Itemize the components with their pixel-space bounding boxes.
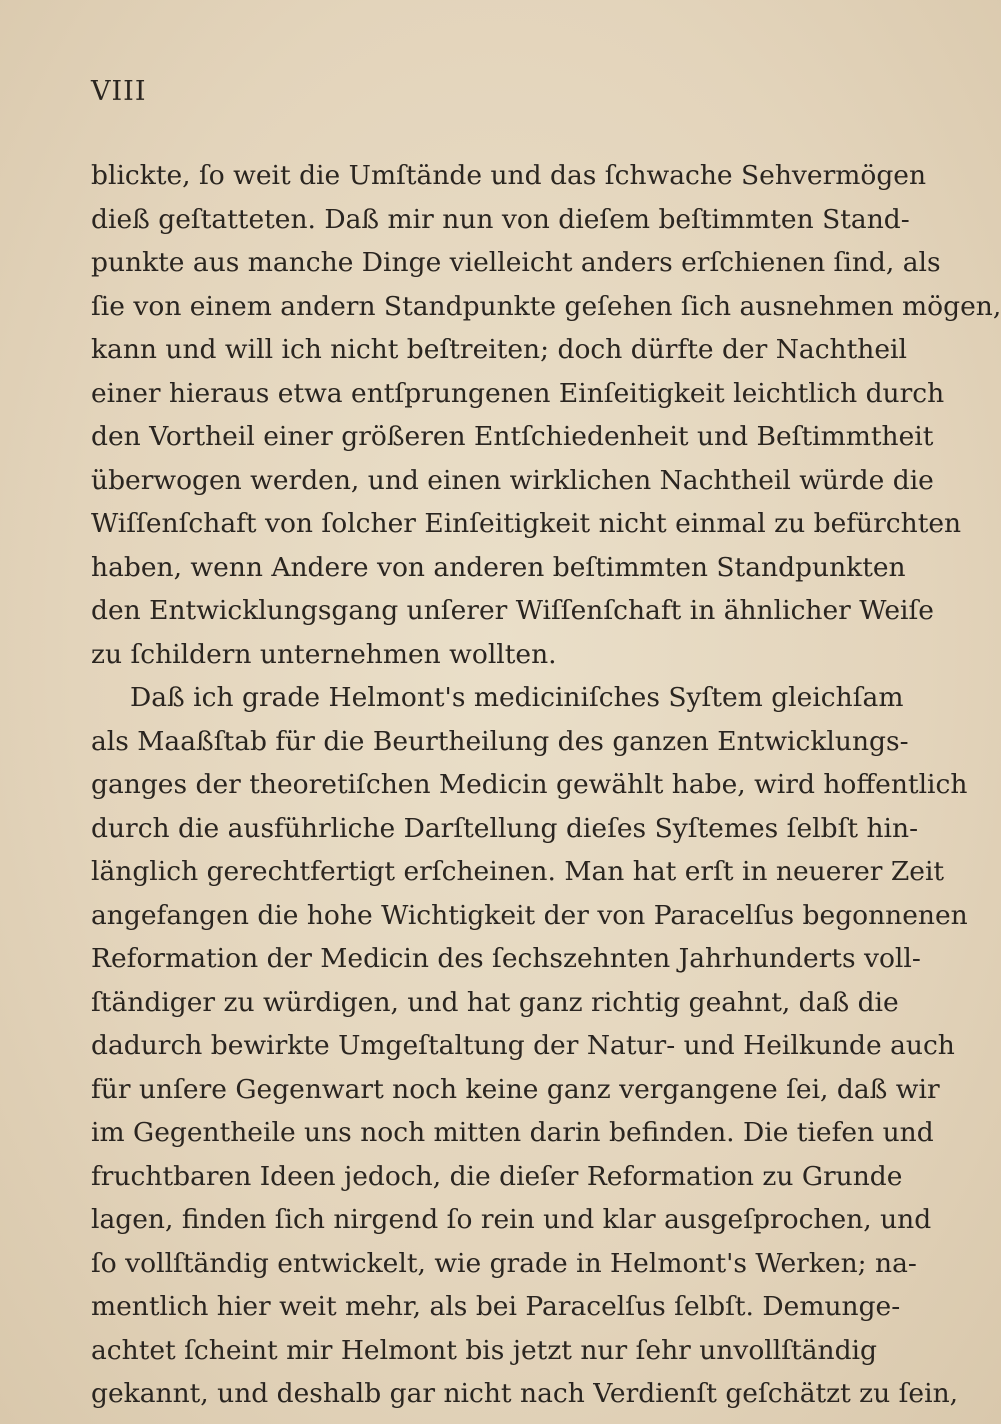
text-line: punkte aus manche Dinge vielleicht anders erſchienen ſind, als (91, 247, 941, 278)
text-line: den Vortheil einer größeren Entſchiedenheit und Beſtimmtheit (91, 421, 934, 452)
text-line: ſie von einem andern Standpunkte geſehen ſich ausnehmen mögen, (91, 290, 1001, 322)
text-line: überwogen werden, und einen wirklichen Nachtheil würde die (91, 464, 934, 496)
text-line: Wiſſenſchaft von ſolcher Einſeitigkeit nicht einmal zu befürchten (91, 508, 962, 539)
paragraph-first-line: Daß ich grade Helmont's mediciniſches Syſtem gleichſam (130, 682, 904, 713)
text-line: ganges der theoretiſchen Medicin gewählt habe, wird hoffentlich (91, 769, 968, 800)
text-line: kann und will ich nicht beſtreiten; doch dürfte der Nachtheil (91, 334, 907, 365)
text-line: fruchtbaren Ideen jedoch, die dieſer Reformation zu Grunde (91, 1160, 903, 1192)
text-line: einer hieraus etwa entſprungenen Einſeitigkeit leichtlich durch (91, 377, 945, 409)
text-line: lagen, finden ſich nirgend ſo rein und klar ausgeſprochen, und (91, 1204, 932, 1235)
text-line: als Maaßſtab für die Beurtheilung des ganzen Entwicklungs- (91, 725, 909, 757)
text-line: dieß geſtatteten. Daß mir nun von dieſem beſtimmten Stand- (91, 203, 910, 235)
text-line: angefangen die hohe Wichtigkeit der von Paracelſus begonnenen (91, 899, 968, 931)
text-line: Reformation der Medicin des ſechszehnten Jahrhunderts voll- (91, 943, 921, 974)
text-line: durch die ausführliche Darſtellung dieſes Syſtemes ſelbſt hin- (91, 812, 919, 844)
text-line: mentlich hier weit mehr, als bei Paracelſus ſelbſt. Demunge- (91, 1291, 901, 1322)
text-line: ſtändiger zu würdigen, und hat ganz richtig geahnt, daß die (91, 986, 899, 1018)
text-line: den Entwicklungsgang unſerer Wiſſenſchaft in ähnlicher Weiſe (91, 595, 934, 626)
text-line: im Gegentheile uns noch mitten darin befinden. Die tiefen und (91, 1117, 934, 1148)
text-line: achtet ſcheint mir Helmont bis jetzt nur ſehr unvollſtändig (91, 1334, 877, 1366)
text-line: haben, wenn Andere von anderen beſtimmten Standpunkten (91, 551, 906, 583)
text-line: zu ſchildern unternehmen wollten. (91, 638, 557, 670)
text-line: ſo vollſtändig entwickelt, wie grade in Helmont's Werken; na- (91, 1247, 917, 1279)
body-text (91, 154, 1001, 1416)
text-line: dadurch bewirkte Umgeſtaltung der Natur- und Heilkunde auch (91, 1030, 955, 1061)
text-line: blickte, ſo weit die Umſtände und das ſchwache Sehvermögen (91, 160, 927, 191)
page-number: VIII (91, 76, 147, 107)
text-line: gekannt, und deshalb gar nicht nach Verdienſt geſchätzt zu ſein, (91, 1378, 959, 1409)
text-line: länglich gerechtfertigt erſcheinen. Man hat erſt in neuerer Zeit (91, 856, 945, 887)
text-line: für unſere Gegenwart noch keine ganz vergangene ſei, daß wir (91, 1073, 940, 1105)
